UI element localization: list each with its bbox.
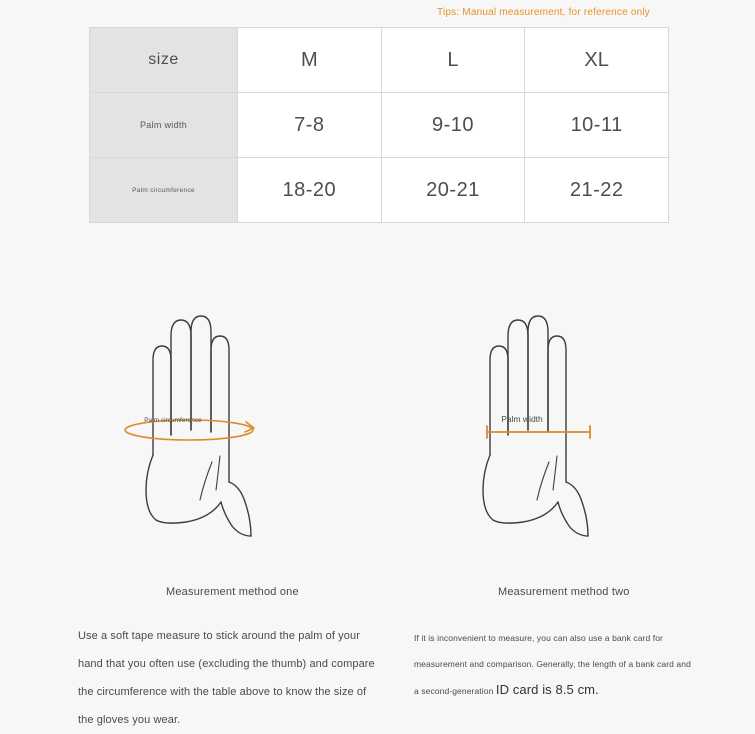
table-header-size: size [90, 28, 238, 93]
palm-width-indicator [487, 426, 590, 438]
tips-note: Tips: Manual measurement, for reference only [437, 7, 650, 18]
caption-method-one: Measurement method one [166, 586, 299, 598]
illustration-method-two [437, 250, 677, 565]
cell-palm-circumference-l: 20-21 [381, 158, 525, 223]
table-header-m: M [238, 28, 382, 93]
table-row [90, 158, 669, 223]
table-header-xl: XL [525, 28, 669, 93]
annotation-palm-circumference: Palm circumference [144, 417, 202, 424]
caption-method-two: Measurement method two [498, 586, 630, 598]
table-row [90, 28, 669, 93]
cell-palm-circumference-xl: 21-22 [525, 158, 669, 223]
hand-outline-icon [437, 250, 677, 560]
paragraph-method-two-big: ID card is 8.5 cm. [495, 682, 599, 697]
paragraph-method-one: Use a soft tape measure to stick around the palm of your hand that you often use (excluding the thumb) and compare the circumference with the table above to know the size of the gloves you wear. [78, 630, 375, 726]
cell-palm-width-xl: 10-11 [525, 93, 669, 158]
hand-outline-icon [100, 250, 340, 560]
table-header-l: L [381, 28, 525, 93]
paragraph-method-two [414, 625, 694, 704]
annotation-palm-width: Palm width [501, 414, 543, 424]
illustration-method-one [100, 250, 340, 565]
row-label-palm-width: Palm width [90, 93, 238, 158]
row-label-palm-circumference: Palm circumference [90, 158, 238, 223]
cell-palm-circumference-m: 18-20 [238, 158, 382, 223]
cell-palm-width-l: 9-10 [381, 93, 525, 158]
size-table [89, 27, 669, 223]
cell-palm-width-m: 7-8 [238, 93, 382, 158]
table-row [90, 93, 669, 158]
paragraph-method-two-small: If it is inconvenient to measure, you can also use a bank card for measurement and comparison. Generally, the length of a bank card and a second-generation [414, 633, 691, 696]
